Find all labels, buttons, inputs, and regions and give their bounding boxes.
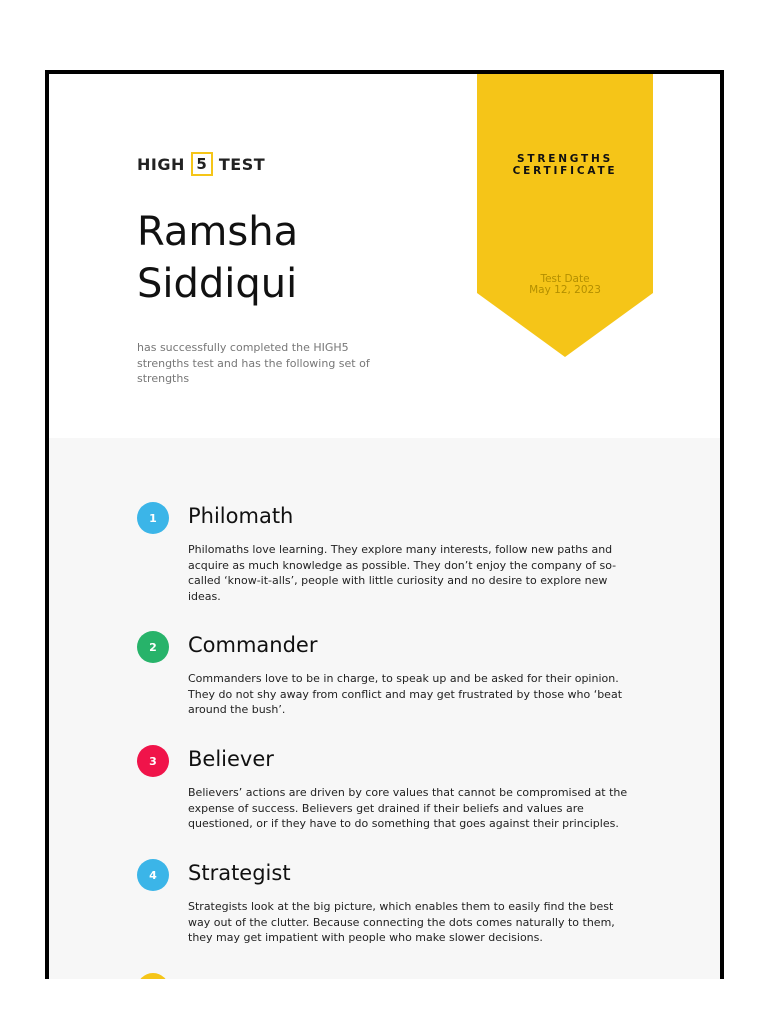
- strength-rank-badge: 1: [137, 502, 169, 534]
- ribbon-shape: [477, 74, 653, 357]
- certificate-frame: [45, 70, 724, 979]
- strength-title: Commander: [188, 633, 318, 657]
- ribbon-title-line2: CERTIFICATE: [512, 165, 618, 177]
- strengths-section: [49, 438, 720, 979]
- certificate-header: [49, 74, 720, 438]
- logo-text-left: HIGH: [137, 154, 185, 174]
- test-date-label: Test Date: [540, 273, 590, 285]
- strength-rank-badge: 2: [137, 631, 169, 663]
- ribbon-title: [477, 153, 653, 177]
- recipient-last-name: Siddiqui: [137, 261, 298, 307]
- strength-description: Believers’ actions are driven by core values that cannot be compromised at the expense of success. Believers get drained if their beliefs and values are questioned, or if they have to do something that goes against their principles.: [188, 786, 628, 830]
- recipient-first-name: Ramsha: [137, 209, 299, 255]
- logo-text-right: TEST: [218, 154, 266, 174]
- logo-number-box: 5: [191, 152, 213, 176]
- strength-description: Philomaths love learning. They explore many interests, follow new paths and acquire as much knowledge as possible. They don’t enjoy the company of so-called ‘know-it-alls’, people with little curiosity and no desire to explore new ideas.: [188, 543, 617, 603]
- strength-description: Strategists look at the big picture, which enables them to easily find the best way out of the clutter. Because connecting the dots comes naturally to them, they may get impatient with people who make slower decisions.: [188, 900, 615, 944]
- high5-test-logo: [137, 152, 265, 176]
- strength-title: Strategist: [188, 861, 291, 885]
- test-date-value: May 12, 2023: [529, 284, 601, 296]
- strength-title: Believer: [188, 747, 274, 771]
- completion-statement: has successfully completed the HIGH5 strengths test and has the following set of strengths: [137, 341, 370, 385]
- strength-rank-badge: 4: [137, 859, 169, 891]
- strength-description: Commanders love to be in charge, to speak up and be asked for their opinion. They do not shy away from conflict and may get frustrated by those who ‘beat around the bush’.: [188, 672, 623, 716]
- recipient-name: [137, 206, 298, 310]
- strength-rank-badge: [137, 973, 169, 979]
- strength-rank-badge: 3: [137, 745, 169, 777]
- certificate-ribbon: [477, 74, 653, 357]
- ribbon-title-line1: STRENGTHS: [517, 153, 613, 165]
- strength-title: Philomath: [188, 504, 294, 528]
